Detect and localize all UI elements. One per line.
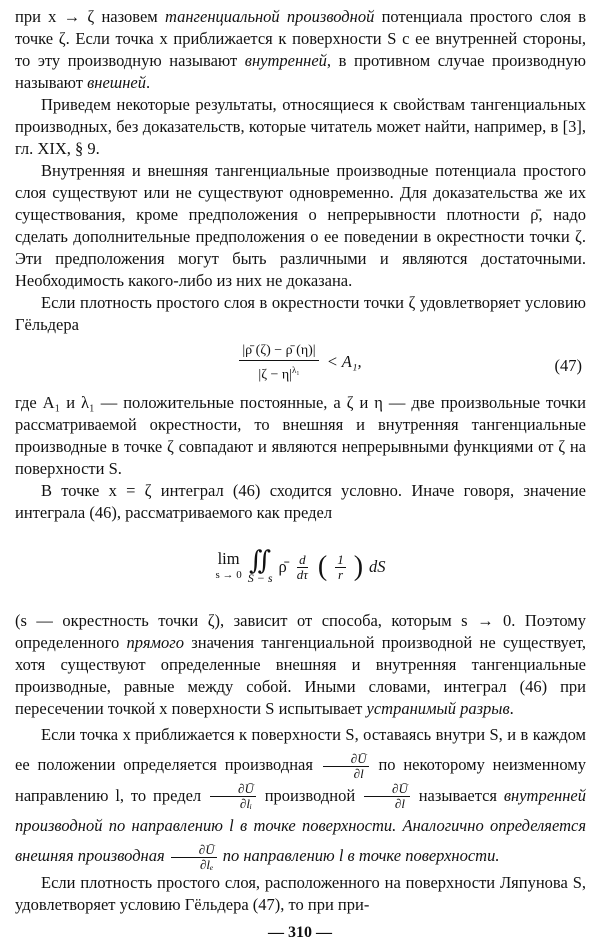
term-inner: внутренней: [244, 51, 327, 70]
text: Если точка x приближается к поверхности S, оставаясь внутри S, и в каждом ее положении определяется производная: [15, 725, 586, 774]
partial-denominator: ∂lₑ: [199, 857, 214, 873]
text: по некоторому неизменному направлению l, то предел: [15, 755, 586, 805]
text: при x → ζ назовем: [15, 7, 165, 26]
text: .: [509, 699, 514, 718]
partial-denominator: ∂l: [353, 765, 364, 781]
equation-47: [15, 342, 586, 388]
integral-sign: ∬: [249, 546, 272, 575]
partial-denominator: ∂lᵢ: [239, 796, 252, 812]
paragraph-2: Приведем некоторые результаты, относящиеся к свойствам тангенциальных производных, без доказательств, которые читатель может найти, например, в [3], гл. XIX, § 9.: [15, 95, 586, 158]
reciprocal-denominator: r: [337, 566, 343, 582]
partial-fraction-3: [364, 782, 410, 811]
equation-rhs: < A₁,: [326, 351, 362, 371]
term-removable-discontinuity: устранимый разрыв: [366, 699, 510, 718]
paragraph-9: Если плотность простого слоя, расположенного на поверхности Ляпунова S, удовлетворяет условию Гёльдера (47), то при при-: [15, 873, 586, 915]
partial-fraction-1: [323, 752, 369, 781]
lim-subscript: s → 0: [215, 569, 242, 581]
double-integral: [247, 546, 273, 585]
term-outer: внешней: [87, 73, 146, 92]
denominator-text: |ζ − η|: [258, 367, 293, 383]
paragraph-1: [15, 6, 586, 94]
derivative-denominator: dτ: [296, 566, 308, 582]
derivative-numerator: d: [299, 551, 306, 567]
text: l в точке поверхности. Аналогично определяется: [222, 816, 586, 836]
paragraph-6: В точке x = ζ интеграл (46) сходится условно. Иначе говоря, значение интеграла (46), рассматриваемого как предел: [15, 481, 586, 522]
reciprocal-fraction: [335, 553, 346, 582]
text: .: [146, 73, 151, 92]
text: называется: [411, 785, 504, 805]
paragraph-5: где A₁ и λ₁ — положительные постоянные, а ζ и η — две произвольные точки рассматриваемой окрестности, то внешняя и внутренняя тангенциальные производные в точке ζ совпадают и являются непрерывными функциями от ζ на поверхности S.: [15, 393, 586, 478]
page-number: — 310 —: [268, 924, 332, 941]
text: по направлению: [218, 846, 335, 866]
derivative-fraction: [295, 553, 310, 582]
surface-element: dS: [369, 557, 386, 576]
paragraph-3: Внутренняя и внешняя тангенциальные производные потенциала простого слоя существуют или не существуют одновременно. Для доказательства же их существования, кроме предположения о непрерывности плотности ρ̄, надо сделать дополнительные предположения о ее поведении в окрестности точки ζ. Эти предположения могут быть различными и являются достаточными. Необходимость какого-либо из них не доказана.: [15, 161, 586, 290]
exponent: λ₁: [292, 365, 300, 375]
holder-fraction: [239, 342, 318, 384]
partial-numerator: ∂Ū: [364, 782, 410, 797]
text: l в точке поверхности.: [334, 846, 500, 866]
text: , в противном случае производную называют: [15, 51, 586, 92]
term-outer-derivative: внешняя производная: [15, 846, 165, 866]
left-paren: (: [317, 551, 328, 582]
text: производной: [257, 785, 363, 805]
fraction-numerator: |ρ̄ (ζ) − ρ̄ (η)|: [239, 342, 318, 361]
density-symbol: ρ̄: [278, 557, 287, 576]
partial-numerator: ∂Ū: [210, 782, 256, 797]
right-paren: ): [353, 551, 364, 582]
text: потенциала простого слоя в точке ζ. Если точка x приближается к поверхности S с ее внутренней стороны, то эту производную называют: [15, 7, 586, 70]
partial-fraction-4: [171, 843, 217, 872]
reciprocal-numerator: 1: [337, 551, 344, 567]
partial-numerator: ∂Ū: [323, 752, 369, 767]
lim-text: lim: [217, 549, 240, 568]
partial-fraction-2: [210, 782, 256, 811]
partial-numerator: ∂Ū: [171, 843, 217, 858]
partial-denominator: ∂l: [394, 796, 405, 812]
text: (s — окрестность точки ζ), зависит от способа, которым s → 0. Поэтому определенного: [15, 611, 586, 652]
term-direct: прямого: [126, 633, 184, 652]
paragraph-4: Если плотность простого слоя в окрестности точки ζ удовлетворяет условию Гёльдера: [15, 293, 586, 334]
text: значения тангенциальной производной не существует, хотя существуют определенные внешняя и внутренняя тангенциальные производные, равные между собой. Иными словами, интеграл (46) при пересечении точкой x поверхности S испытывает: [15, 633, 586, 718]
term-inner-directional-derivative: внутренней производной по направлению: [15, 785, 586, 836]
limit-integral-equation: [15, 530, 586, 604]
paragraph-8: [15, 720, 586, 872]
equation-number: (47): [554, 356, 582, 375]
limit-operator: [215, 551, 241, 583]
paragraph-7: [15, 610, 586, 720]
integral-domain: S − s: [247, 571, 273, 585]
fraction-denominator: [255, 361, 302, 384]
term-tangential-derivative: тангенциальной производной: [165, 7, 375, 26]
